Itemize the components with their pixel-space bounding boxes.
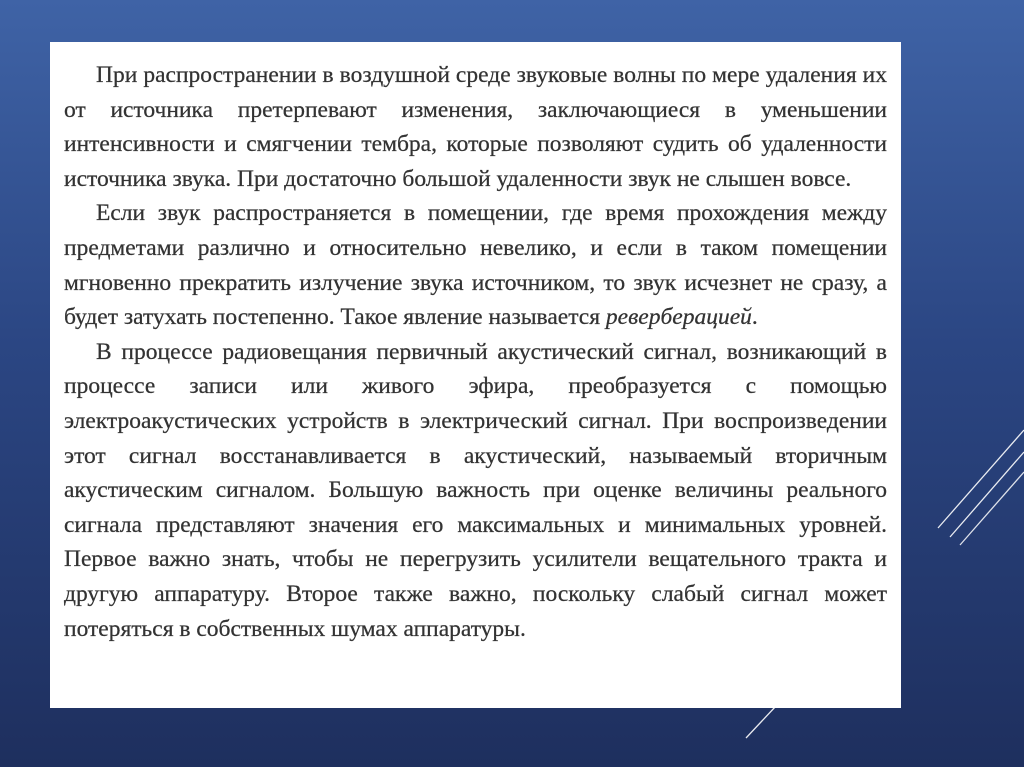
- paragraph-attenuation-text: При распространении в воздушной среде звуковые волны по мере удаления их от источника претерпевают изменения, заключающиеся в уменьшении интенсивности и смягчении тембра, которые позволяют судить об удаленности источника звука. При достаточно большой удаленности звук не слышен вовсе.: [64, 62, 887, 192]
- paragraph-broadcast-signal-text: В процессе радиовещания первичный акустический сигнал, возникающий в процессе записи или живого эфира, преобразуется с помощью электроакустических устройств в электрический сигнал. При воспроизведении этот сигнал восстанавливается в акустический, называемый вторичным акустическим сигналом. Большую важность при оценке величины реального сигнала представляют значения его максимальных и минимальных уровней. Первое важно знать, чтобы не перегрузить усилители вещательного тракта и другую аппаратуру. Второе также важно, поскольку слабый сигнал может потеряться в собственных шумах аппаратуры.: [64, 338, 887, 642]
- paragraph-reverberation-suffix: .: [751, 304, 758, 331]
- term-reverberation: реверберацией: [605, 304, 752, 331]
- text-card: [50, 42, 901, 708]
- paragraph-reverberation: [64, 196, 887, 334]
- paragraph-broadcast-signal: [64, 335, 887, 646]
- paragraph-reverberation-text: Если звук распространяется в помещении, где время прохождения между предметами различно и относительно невелико, и если в таком помещении мгновенно прекратить излучение звука источником, то звук исчезнет не сразу, а будет затухать постепенно. Такое явление называется: [64, 200, 887, 331]
- paragraph-attenuation: [64, 58, 887, 196]
